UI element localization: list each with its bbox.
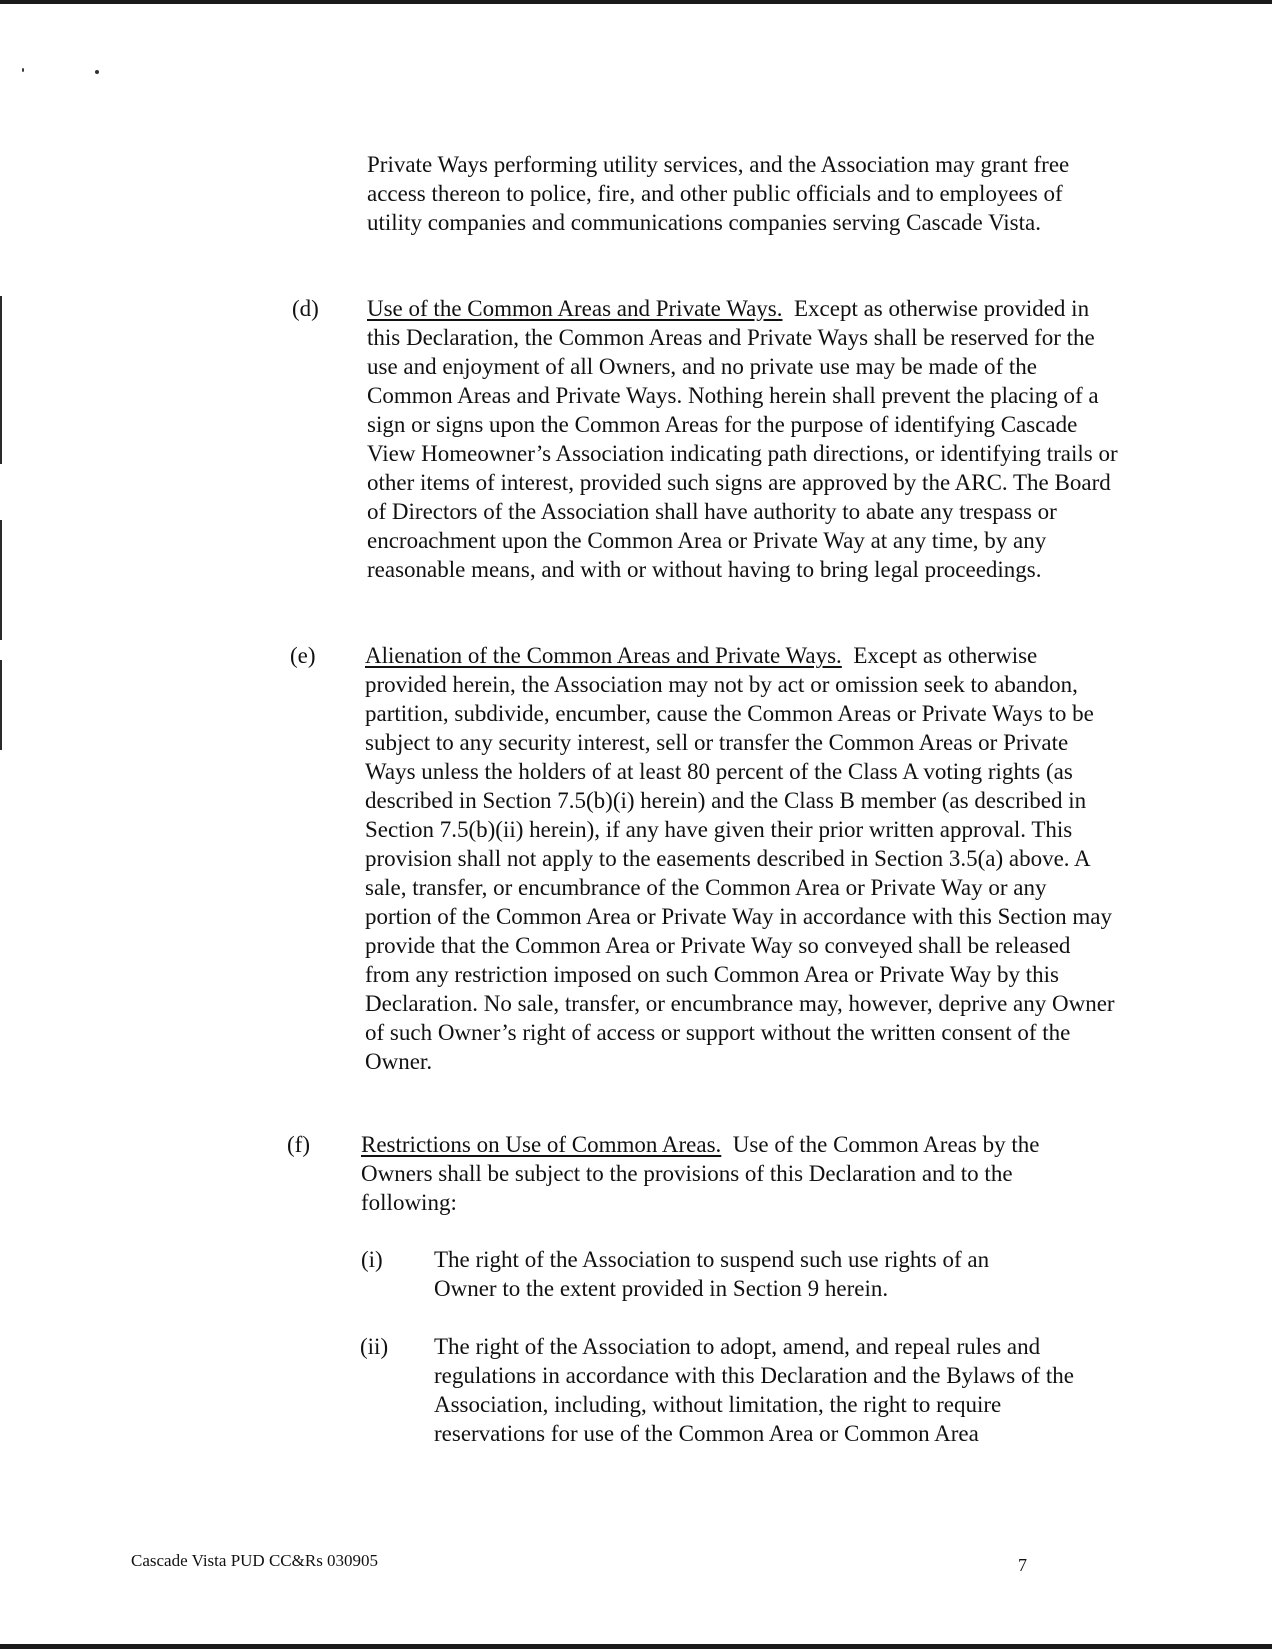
section-f-text: Use of the Common Areas by the Owners shall be subject to the provisions of this Declaration and to the following: <box>361 1132 1040 1215</box>
subsection-i <box>434 1245 1054 1303</box>
section-f-marker: (f) <box>287 1132 310 1157</box>
subsection-i-marker: (i) <box>361 1247 383 1272</box>
intro-paragraph-text: Private Ways performing utility services, and the Association may grant free access thereon to police, fire, and other public officials and to employees of utility companies and communications companies serving Cascade Vista. <box>367 152 1070 235</box>
section-d-marker: (d) <box>292 296 319 321</box>
section-e-body <box>365 641 1117 1076</box>
section-f-body <box>361 1130 1081 1217</box>
subsection-i-text: The right of the Association to suspend such use rights of an Owner to the extent provided in Section 9 herein. <box>434 1247 990 1301</box>
scan-edge-left <box>0 660 2 750</box>
scan-edge-left <box>0 520 2 640</box>
scan-speck <box>22 68 24 72</box>
footer-page-number: 7 <box>1018 1555 1027 1575</box>
section-d-text: Except as otherwise provided in this Declaration, the Common Areas and Private Ways shall be reserved for the use and enjoyment of all Owners, and no private use may be made of the Common Areas and Private Ways. Nothing herein shall prevent the placing of a sign or signs upon the Common Areas for the purpose of identifying Cascade View Homeowner’s Association indicating path directions, or identifying trails or other items of interest, provided such signs are approved by the ARC. The Board of Directors of the Association shall have authority to abate any trespass or encroachment upon the Common Area or Private Way at any time, by any reasonable means, and with or without having to bring legal proceedings. <box>367 296 1118 582</box>
section-d-body <box>367 294 1119 584</box>
footer-document-id: Cascade Vista PUD CC&Rs 030905 <box>131 1551 379 1570</box>
section-f <box>361 1130 1081 1217</box>
intro-paragraph <box>367 150 1107 237</box>
scan-edge-top <box>0 0 1272 4</box>
subsection-ii-text: The right of the Association to adopt, amend, and repeal rules and regulations in accordance with this Declaration and the Bylaws of the Association, including, without limitation, the right to require reservations for use of the Common Area or Common Area <box>434 1334 1074 1446</box>
scan-speck <box>95 70 99 74</box>
section-d-heading: Use of the Common Areas and Private Ways. <box>367 296 783 321</box>
section-d <box>367 294 1119 584</box>
subsection-ii-marker: (ii) <box>360 1334 389 1359</box>
subsection-ii <box>434 1332 1099 1448</box>
section-e-heading: Alienation of the Common Areas and Private Ways. <box>365 643 842 668</box>
section-e <box>365 641 1117 1076</box>
scan-edge-bottom <box>0 1644 1272 1649</box>
section-f-heading: Restrictions on Use of Common Areas. <box>361 1132 722 1157</box>
scan-edge-left <box>0 296 2 464</box>
section-e-text: Except as otherwise provided herein, the Association may not by act or omission seek to abandon, partition, subdivide, encumber, cause the Common Areas or Private Ways to be subject to any security interest, sell or transfer the Common Areas or Private Ways unless the holders of at least 80 percent of the Class A voting rights (as described in Section 7.5(b)(i) herein) and the Class B member (as described in Section 7.5(b)(ii) herein), if any have given their prior written approval. This provision shall not apply to the easements described in Section 3.5(a) above. A sale, transfer, or encumbrance of the Common Area or Private Way or any portion of the Common Area or Private Way in accordance with this Section may provide that the Common Area or Private Way so conveyed shall be released from any restriction imposed on such Common Area or Private Way by this Declaration. No sale, transfer, or encumbrance may, however, deprive any Owner of such Owner’s right of access or support without the written consent of the Owner. <box>365 643 1115 1074</box>
section-e-marker: (e) <box>290 643 316 668</box>
